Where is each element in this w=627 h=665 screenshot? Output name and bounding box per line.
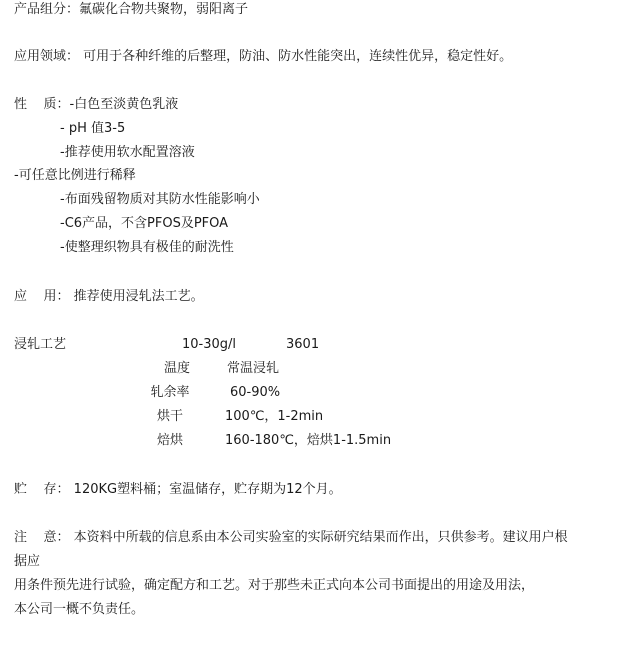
property-item: -使整理织物具有极佳的耐洗性 [60,240,234,255]
notice-label: 注 意： [14,530,70,545]
process-row-label: 烘干 [156,409,183,424]
padding-process-title: 浸轧工艺 [14,337,67,352]
application-field-line [14,48,512,66]
process-row-value: 60-90% [230,385,281,400]
process-row-label: 焙烘 [156,433,183,448]
property-item: - pH 值3-5 [60,121,126,136]
property-item: -可任意比例进行稀释 [14,168,136,183]
padding-process-dosage: 10-30g/l [182,337,237,352]
notice-text: 本公司一概不负责任。 [14,602,145,617]
process-row-label: 轧余率 [150,385,190,400]
process-row-value: 100℃，1-2min [225,409,324,424]
process-row-label: 温度 [163,361,190,376]
properties-line [14,96,178,114]
process-row-value: 常温浸轧 [227,361,280,376]
usage-line [14,288,204,306]
property-item: -白色至淡黄色乳液 [69,97,179,112]
storage-label: 贮 存： [14,482,70,497]
storage-line [14,481,342,499]
application-field-text: 可用于各种纤维的后整理，防油、防水性能突出，连续性优异，稳定性好。 [83,49,513,64]
composition-line [14,1,248,19]
usage-label: 应 用： [14,289,70,304]
storage-text: 120KG塑料桶；室温储存，贮存期为12个月。 [73,482,342,497]
usage-text: 推荐使用浸轧法工艺。 [73,289,204,304]
application-field-label: 应用领域： [14,49,80,64]
notice-line [14,529,568,547]
composition-label: 产品组分： [14,2,80,17]
property-item: -推荐使用软水配置溶液 [60,145,195,160]
property-item: -C6产品，不含PFOS及PFOA [60,216,229,231]
notice-text: 用条件预先进行试验，确定配方和工艺。对于那些未正式向本公司书面提出的用途及用法， [14,578,535,593]
properties-label: 性 质： [14,97,70,112]
process-row-value: 160-180℃，焙烘1-1.5min [225,433,392,448]
notice-text: 据应 [14,554,41,569]
padding-process-product: 3601 [286,337,320,352]
notice-text: 本资料中所载的信息系由本公司实验室的实际研究结果而作出，只供参考。建议用户根 [73,530,568,545]
composition-text: 氟碳化合物共聚物，弱阳离子 [79,2,249,17]
property-item: -布面残留物质对其防水性能影响小 [60,192,260,207]
